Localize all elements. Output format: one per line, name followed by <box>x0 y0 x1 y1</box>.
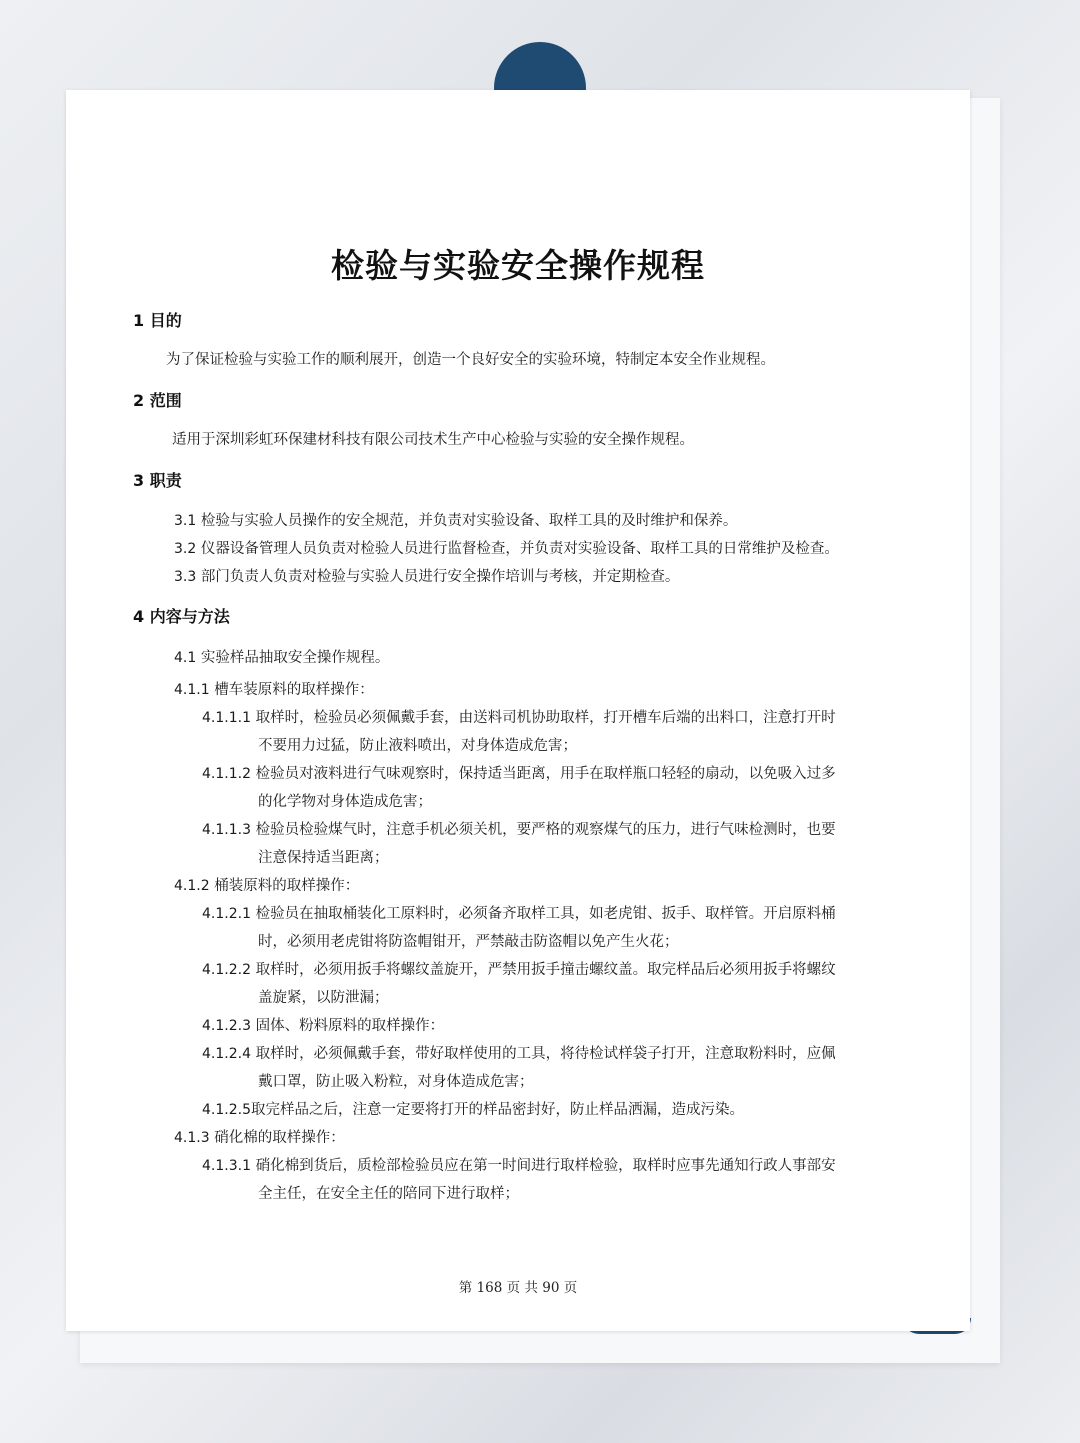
item-continuation: 不要用力过猛，防止液料喷出，对身体造成危害； <box>258 738 577 754</box>
list-item <box>202 1012 444 1040</box>
page-title: 检验与实验安全操作规程 <box>331 246 705 285</box>
list-item <box>202 1096 744 1124</box>
list-item <box>202 956 836 984</box>
item-continuation: 全主任，在安全主任的陪同下进行取样； <box>258 1186 519 1202</box>
item-number: 4.1.1.3 <box>202 822 251 838</box>
item-number: 4.1.2.4 <box>202 1046 251 1062</box>
item-continuation: 的化学物对身体造成危害； <box>258 794 432 810</box>
item-number: 4.1.2.3 <box>202 1018 251 1034</box>
item-text: 仪器设备管理人员负责对检验人员进行监督检查，并负责对实验设备、取样工具的日常维护及检查。 <box>200 541 839 557</box>
item-text: 硝化棉的取样操作： <box>214 1130 345 1146</box>
list-item <box>202 704 836 732</box>
section-1-text: 为了保证检验与实验工作的顺利展开，创造一个良好安全的实验环境，特制定本安全作业规程。 <box>166 352 775 368</box>
item-text: 硝化棉到货后，质检部检验员应在第一时间进行取样检验，取样时应事先通知行政人事部安 <box>255 1158 836 1174</box>
document-page <box>66 90 970 1331</box>
list-item <box>174 676 374 704</box>
list-item <box>202 1040 836 1068</box>
section-2-heading: 2 范围 <box>133 391 182 410</box>
item-number: 4.1.3 <box>174 1130 210 1146</box>
item-text: 检验员检验煤气时，注意手机必须关机，要严格的观察煤气的压力，进行气味检测时，也要 <box>255 822 836 838</box>
item-number: 4.1.1 <box>174 682 210 698</box>
item-number: 3.2 <box>174 541 197 557</box>
item-text: 取完样品之后，注意一定要将打开的样品密封好，防止样品洒漏，造成污染。 <box>250 1102 744 1118</box>
item-text: 桶装原料的取样操作： <box>214 878 360 894</box>
list-item <box>174 1124 345 1152</box>
item-number: 4.1.2.5 <box>202 1102 251 1118</box>
section-1-heading: 1 目的 <box>133 311 182 330</box>
list-item <box>174 563 679 591</box>
list-item <box>174 507 737 535</box>
item-number: 4.1 <box>174 650 197 666</box>
item-text: 槽车装原料的取样操作： <box>214 682 374 698</box>
list-item <box>202 760 836 788</box>
item-continuation: 戴口罩，防止吸入粉粒，对身体造成危害； <box>258 1074 534 1090</box>
item-text: 实验样品抽取安全操作规程。 <box>200 650 390 666</box>
item-continuation: 注意保持适当距离； <box>258 850 389 866</box>
item-number: 4.1.2 <box>174 878 210 894</box>
item-number: 3.1 <box>174 513 197 529</box>
item-continuation: 盖旋紧，以防泄漏； <box>258 990 389 1006</box>
item-number: 4.1.2.2 <box>202 962 251 978</box>
item-text: 检验与实验人员操作的安全规范，并负责对实验设备、取样工具的及时维护和保养。 <box>200 513 738 529</box>
item-number: 4.1.1.1 <box>202 710 251 726</box>
item-number: 4.1.1.2 <box>202 766 251 782</box>
item-text: 取样时，检验员必须佩戴手套，由送料司机协助取样，打开槽车后端的出料口，注意打开时 <box>255 710 836 726</box>
list-item <box>202 816 836 844</box>
item-text: 取样时，必须用扳手将螺纹盖旋开，严禁用扳手撞击螺纹盖。取完样品后必须用扳手将螺纹 <box>255 962 836 978</box>
page-footer: 第 168 页 共 90 页 <box>458 1280 578 1296</box>
item-text: 检验员对液料进行气味观察时，保持适当距离，用手在取样瓶口轻轻的扇动，以免吸入过多 <box>255 766 836 782</box>
item-text: 取样时，必须佩戴手套，带好取样使用的工具，将待检试样袋子打开，注意取粉料时，应佩 <box>255 1046 836 1062</box>
list-item <box>174 535 839 563</box>
section-3-heading: 3 职责 <box>133 471 182 490</box>
item-text: 部门负责人负责对检验与实验人员进行安全操作培训与考核，并定期检查。 <box>200 569 680 585</box>
section-2-text: 适用于深圳彩虹环保建材科技有限公司技术生产中心检验与实验的安全操作规程。 <box>172 432 694 448</box>
item-text: 检验员在抽取桶装化工原料时，必须备齐取样工具，如老虎钳、扳手、取样管。开启原料桶 <box>255 906 836 922</box>
list-item <box>174 644 389 672</box>
list-item <box>202 900 836 928</box>
item-number: 4.1.3.1 <box>202 1158 251 1174</box>
list-item <box>202 1152 836 1180</box>
section-4-heading: 4 内容与方法 <box>133 607 230 626</box>
item-continuation: 时，必须用老虎钳将防盗帽钳开，严禁敲击防盗帽以免产生火花； <box>258 934 679 950</box>
list-item <box>174 872 359 900</box>
item-number: 4.1.2.1 <box>202 906 251 922</box>
item-text: 固体、粉料原料的取样操作： <box>255 1018 445 1034</box>
item-number: 3.3 <box>174 569 197 585</box>
